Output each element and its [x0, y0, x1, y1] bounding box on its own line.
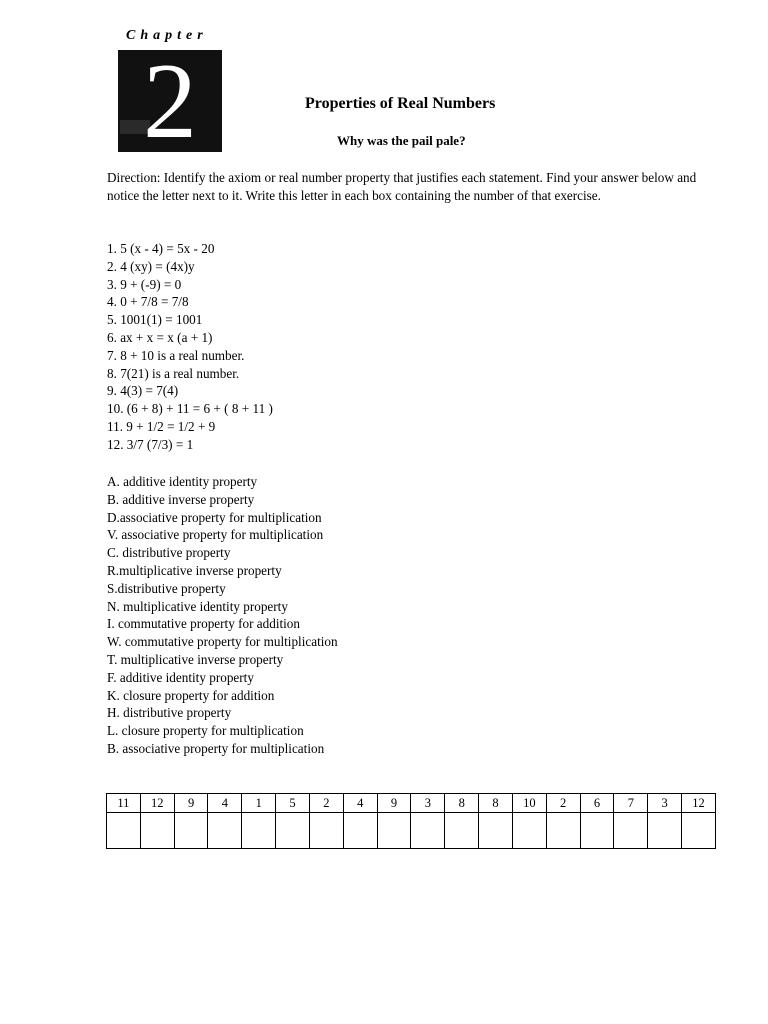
- chapter-number-graphic: [118, 50, 222, 152]
- directions-paragraph: Direction: Identify the axiom or real number property that justifies each statement. Find your answer below and notice the letter next to it. Write this letter in each box containing the number of that exercise.: [107, 170, 697, 203]
- answer-choice: W. commutative property for multiplication: [107, 634, 338, 650]
- exercise-item: 4. 0 + 7/8 = 7/8: [107, 294, 189, 310]
- exercise-number-cell: 9: [377, 794, 411, 813]
- answer-choice: S.distributive property: [107, 580, 226, 596]
- exercise-number-cell: 9: [174, 794, 208, 813]
- answer-choice: L. closure property for multiplication: [107, 723, 304, 739]
- exercise-number-row: [107, 794, 716, 813]
- answer-choice: C. distributive property: [107, 545, 231, 561]
- answer-choice: N. multiplicative identity property: [107, 598, 288, 614]
- answer-choice: D.associative property for multiplication: [107, 509, 322, 525]
- exercise-number-cell: 4: [208, 794, 242, 813]
- exercise-item: 12. 3/7 (7/3) = 1: [107, 436, 194, 452]
- exercise-number-cell: 6: [580, 794, 614, 813]
- answer-choice: R.multiplicative inverse property: [107, 562, 282, 578]
- answer-letter-box[interactable]: [682, 813, 716, 849]
- exercise-number-cell: 1: [242, 794, 276, 813]
- answer-letter-box[interactable]: [614, 813, 648, 849]
- answer-letter-box[interactable]: [445, 813, 479, 849]
- exercise-number-cell: 8: [445, 794, 479, 813]
- answer-choice: H. distributive property: [107, 705, 232, 721]
- answer-choice: T. multiplicative inverse property: [107, 651, 284, 667]
- riddle-question: Why was the pail pale?: [337, 133, 466, 148]
- answer-letter-box[interactable]: [140, 813, 174, 849]
- exercise-item: 1. 5 (x - 4) = 5x - 20: [107, 241, 215, 256]
- exercise-number-cell: 2: [309, 794, 343, 813]
- exercise-item: 6. ax + x = x (a + 1): [107, 329, 213, 345]
- exercise-item: 9. 4(3) = 7(4): [107, 383, 179, 399]
- exercise-item: 8. 7(21) is a real number.: [107, 365, 240, 381]
- answer-letter-box[interactable]: [411, 813, 445, 849]
- exercise-number-cell: 7: [614, 794, 648, 813]
- exercise-number-cell: 3: [648, 794, 682, 813]
- answer-letter-box[interactable]: [309, 813, 343, 849]
- answer-letter-row: [107, 813, 716, 849]
- answer-letter-box[interactable]: [343, 813, 377, 849]
- answer-letter-box[interactable]: [546, 813, 580, 849]
- answer-choice: K. closure property for addition: [107, 687, 275, 703]
- answer-choice-list: [107, 473, 338, 758]
- exercise-list: [107, 240, 273, 454]
- answer-letter-box[interactable]: [648, 813, 682, 849]
- answer-letter-box[interactable]: [242, 813, 276, 849]
- exercise-number-cell: 8: [479, 794, 513, 813]
- exercise-item: 7. 8 + 10 is a real number.: [107, 347, 245, 363]
- answer-choice: A. additive identity property: [107, 474, 258, 489]
- exercise-item: 11. 9 + 1/2 = 1/2 + 9: [107, 418, 216, 434]
- exercise-number-cell: 4: [343, 794, 377, 813]
- answer-letter-box[interactable]: [107, 813, 141, 849]
- exercise-number-cell: 10: [512, 794, 546, 813]
- answer-choice: B. additive inverse property: [107, 491, 255, 507]
- exercise-item: 10. (6 + 8) + 11 = 6 + ( 8 + 11 ): [107, 401, 273, 417]
- answer-letter-box[interactable]: [276, 813, 310, 849]
- exercise-item: 5. 1001(1) = 1001: [107, 312, 203, 328]
- exercise-item: 3. 9 + (-9) = 0: [107, 276, 182, 292]
- chapter-label: Chapter: [126, 28, 208, 43]
- answer-letter-box[interactable]: [377, 813, 411, 849]
- page-title: Properties of Real Numbers: [305, 95, 496, 112]
- exercise-number-cell: 12: [140, 794, 174, 813]
- exercise-number-cell: 12: [682, 794, 716, 813]
- answer-choice: V. associative property for multiplication: [107, 527, 324, 543]
- exercise-number-cell: 5: [276, 794, 310, 813]
- exercise-item: 2. 4 (xy) = (4x)y: [107, 258, 195, 274]
- answer-letter-box[interactable]: [479, 813, 513, 849]
- exercise-number-cell: 3: [411, 794, 445, 813]
- answer-letter-box[interactable]: [208, 813, 242, 849]
- chapter-number: 2: [143, 50, 197, 152]
- answer-letter-box[interactable]: [174, 813, 208, 849]
- answer-grid: [106, 793, 716, 849]
- answer-choice: F. additive identity property: [107, 669, 254, 685]
- exercise-number-cell: 2: [546, 794, 580, 813]
- exercise-number-cell: 11: [107, 794, 141, 813]
- answer-choice: I. commutative property for addition: [107, 616, 300, 632]
- answer-letter-box[interactable]: [512, 813, 546, 849]
- answer-letter-box[interactable]: [580, 813, 614, 849]
- answer-choice: B. associative property for multiplication: [107, 740, 325, 756]
